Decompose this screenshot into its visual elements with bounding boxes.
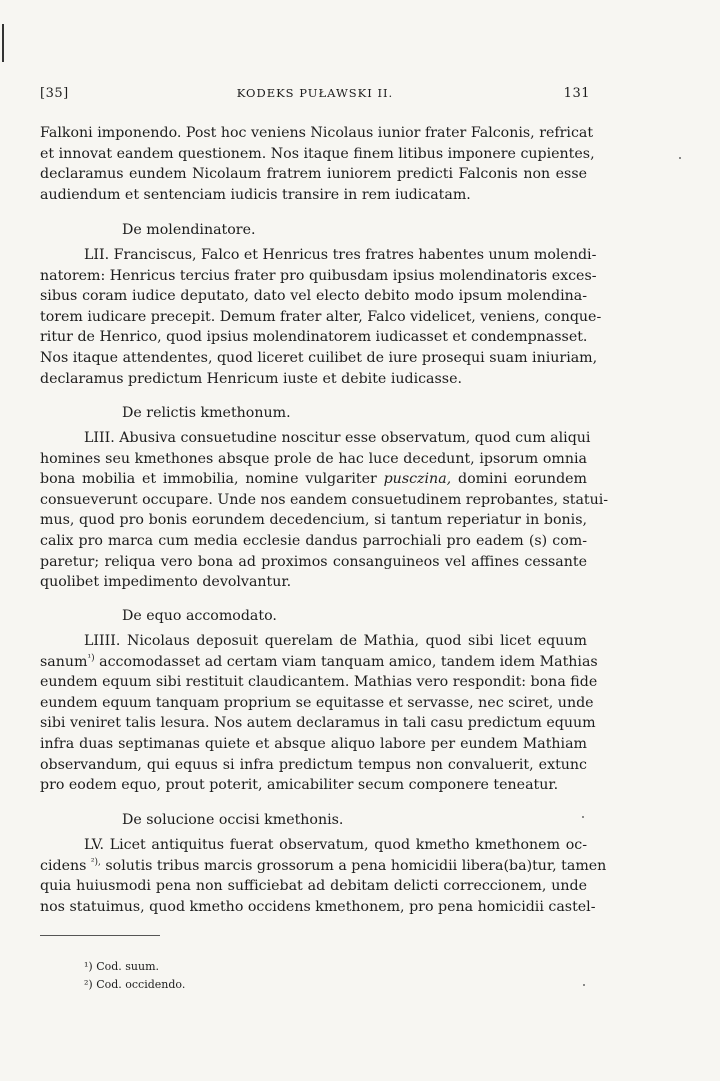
text-line: audiendum et sentenciam iudicis transire in rem iudicatam. xyxy=(40,186,471,203)
text-line xyxy=(40,469,587,490)
page-edge-mark xyxy=(2,24,4,62)
page-number: 131 xyxy=(563,86,590,101)
footnote-ref: ²), xyxy=(90,856,101,867)
text-line: pro eodem equo, prout poterit, amicabiliter secum componere teneatur. xyxy=(40,777,559,794)
section-heading: De solucione occisi kmethonis. xyxy=(122,812,344,828)
footnotes xyxy=(84,958,185,994)
text-line: observandum, qui equus si infra predictum tempus non convaluerit, extunc xyxy=(40,756,587,773)
footnote-divider xyxy=(40,935,160,936)
text-line: quia huiusmodi pena non sufficiebat ad debitam delicti correccionem, unde xyxy=(40,878,587,895)
text-fragment: solutis tribus marcis grossorum a pena homicidii libera(ba)tur, tamen xyxy=(105,857,607,874)
text-fragment: domini eorundem xyxy=(457,471,588,488)
text-line: homines seu kmethones absque prole de hac luce decedunt, ipsorum omnia xyxy=(40,450,587,467)
paragraph-liiii xyxy=(40,631,598,796)
text-line: LII. Franciscus, Falco et Henricus tres fratres habentes unum molendi- xyxy=(84,247,597,263)
text-fragment: cidens xyxy=(40,857,87,874)
text-line: calix pro marca cum media ecclesie dandus parrochiali pro eadem (s) com- xyxy=(40,532,587,549)
text-line: Nos itaque attendentes, quod liceret cuilibet de iure prosequi suam iniuriam, xyxy=(40,349,598,366)
text-line: mus, quod pro bonis eorundem decedencium, si tantum reperiatur in bonis, xyxy=(40,512,587,529)
text-line: LV. Licet antiquitus fuerat observatum, quod kmetho kmethonem oc- xyxy=(84,837,587,853)
footnote-ref: ¹) xyxy=(87,652,95,663)
running-title: KODEKS PUŁAWSKI II. xyxy=(236,86,394,100)
text-line xyxy=(40,652,598,673)
text-line: sibus coram iudice deputato, dato vel electo debito modo ipsum molendina- xyxy=(40,288,587,305)
scan-speck xyxy=(583,984,585,986)
section-number: [35] xyxy=(40,86,69,101)
footnote-text: Cod. occidendo. xyxy=(96,978,186,991)
text-line: sibi veniret talis lesura. Nos autem declaramus in tali casu predictum equum xyxy=(40,715,596,732)
text-line: natorem: Henricus tercius frater pro quibusdam ipsius molendinatoris exces- xyxy=(40,267,597,284)
section-heading: De molendinatore. xyxy=(122,222,256,238)
text-fragment: sanum xyxy=(40,653,88,670)
text-line: torem iudicare precepit. Demum frater alter, Falco videlicet, veniens, conque- xyxy=(40,308,602,325)
paragraph-lv xyxy=(40,835,607,917)
paragraph-continuation xyxy=(40,123,595,205)
text-line: infra duas septimanas quiete et absque aliquo labore per eundem Mathiam xyxy=(40,735,587,752)
scan-speck xyxy=(582,816,584,818)
text-line: Falkoni imponendo. Post hoc veniens Nicolaus iunior frater Falconis, refricat xyxy=(40,125,594,141)
footnote xyxy=(84,976,185,994)
text-line: paretur; reliqua vero bona ad proximos consanguineos vel affines cessante xyxy=(40,553,587,570)
text-line: LIII. Abusiva consuetudine noscitur esse observatum, quod cum aliqui xyxy=(84,430,591,446)
text-line: eundem equum tanquam proprium se equitasse et servasse, nec sciret, unde xyxy=(40,694,594,711)
text-line: nos statuimus, quod kmetho occidens kmethonem, pro pena homicidii castel- xyxy=(40,898,596,915)
text-line: ritur de Henrico, quod ipsius molendinatorem iudicasset et condempnasset. xyxy=(40,329,588,346)
text-line: et innovat eandem questionem. Nos itaque finem litibus imponere cupientes, xyxy=(40,145,595,162)
text-line: LIIII. Nicolaus deposuit querelam de Mathia, quod sibi licet equum xyxy=(84,633,587,649)
running-header xyxy=(40,86,590,106)
footnote-text: Cod. suum. xyxy=(96,960,160,973)
text-line: eundem equum sibi restituit claudicantem. Mathias vero respondit: bona fide xyxy=(40,674,598,691)
vernacular-term: pusczina, xyxy=(383,471,452,488)
footnote-mark: ²) xyxy=(84,978,93,991)
section-heading: De relictis kmethonum. xyxy=(122,405,291,421)
text-fragment: bona mobilia et immobilia, nomine vulgariter xyxy=(40,471,377,488)
paragraph-lii xyxy=(40,245,602,389)
section-heading: De equo accomodato. xyxy=(122,608,277,624)
text-fragment: accomodasset ad certam viam tanquam amico, tandem idem Mathias xyxy=(99,653,598,670)
footnote xyxy=(84,958,185,976)
text-line xyxy=(40,856,607,877)
footnote-mark: ¹) xyxy=(84,960,93,973)
paragraph-liii xyxy=(40,428,609,593)
text-line: declaramus eundem Nicolaum fratrem iuniorem predicti Falconis non esse xyxy=(40,166,587,183)
text-line: declaramus predictum Henricum iuste et debite iudicasse. xyxy=(40,370,462,387)
text-line: quolibet impedimento devolvantur. xyxy=(40,574,292,591)
scan-speck xyxy=(679,157,681,159)
text-line: consueverunt occupare. Unde nos eandem consuetudinem reprobantes, statui- xyxy=(40,491,609,508)
